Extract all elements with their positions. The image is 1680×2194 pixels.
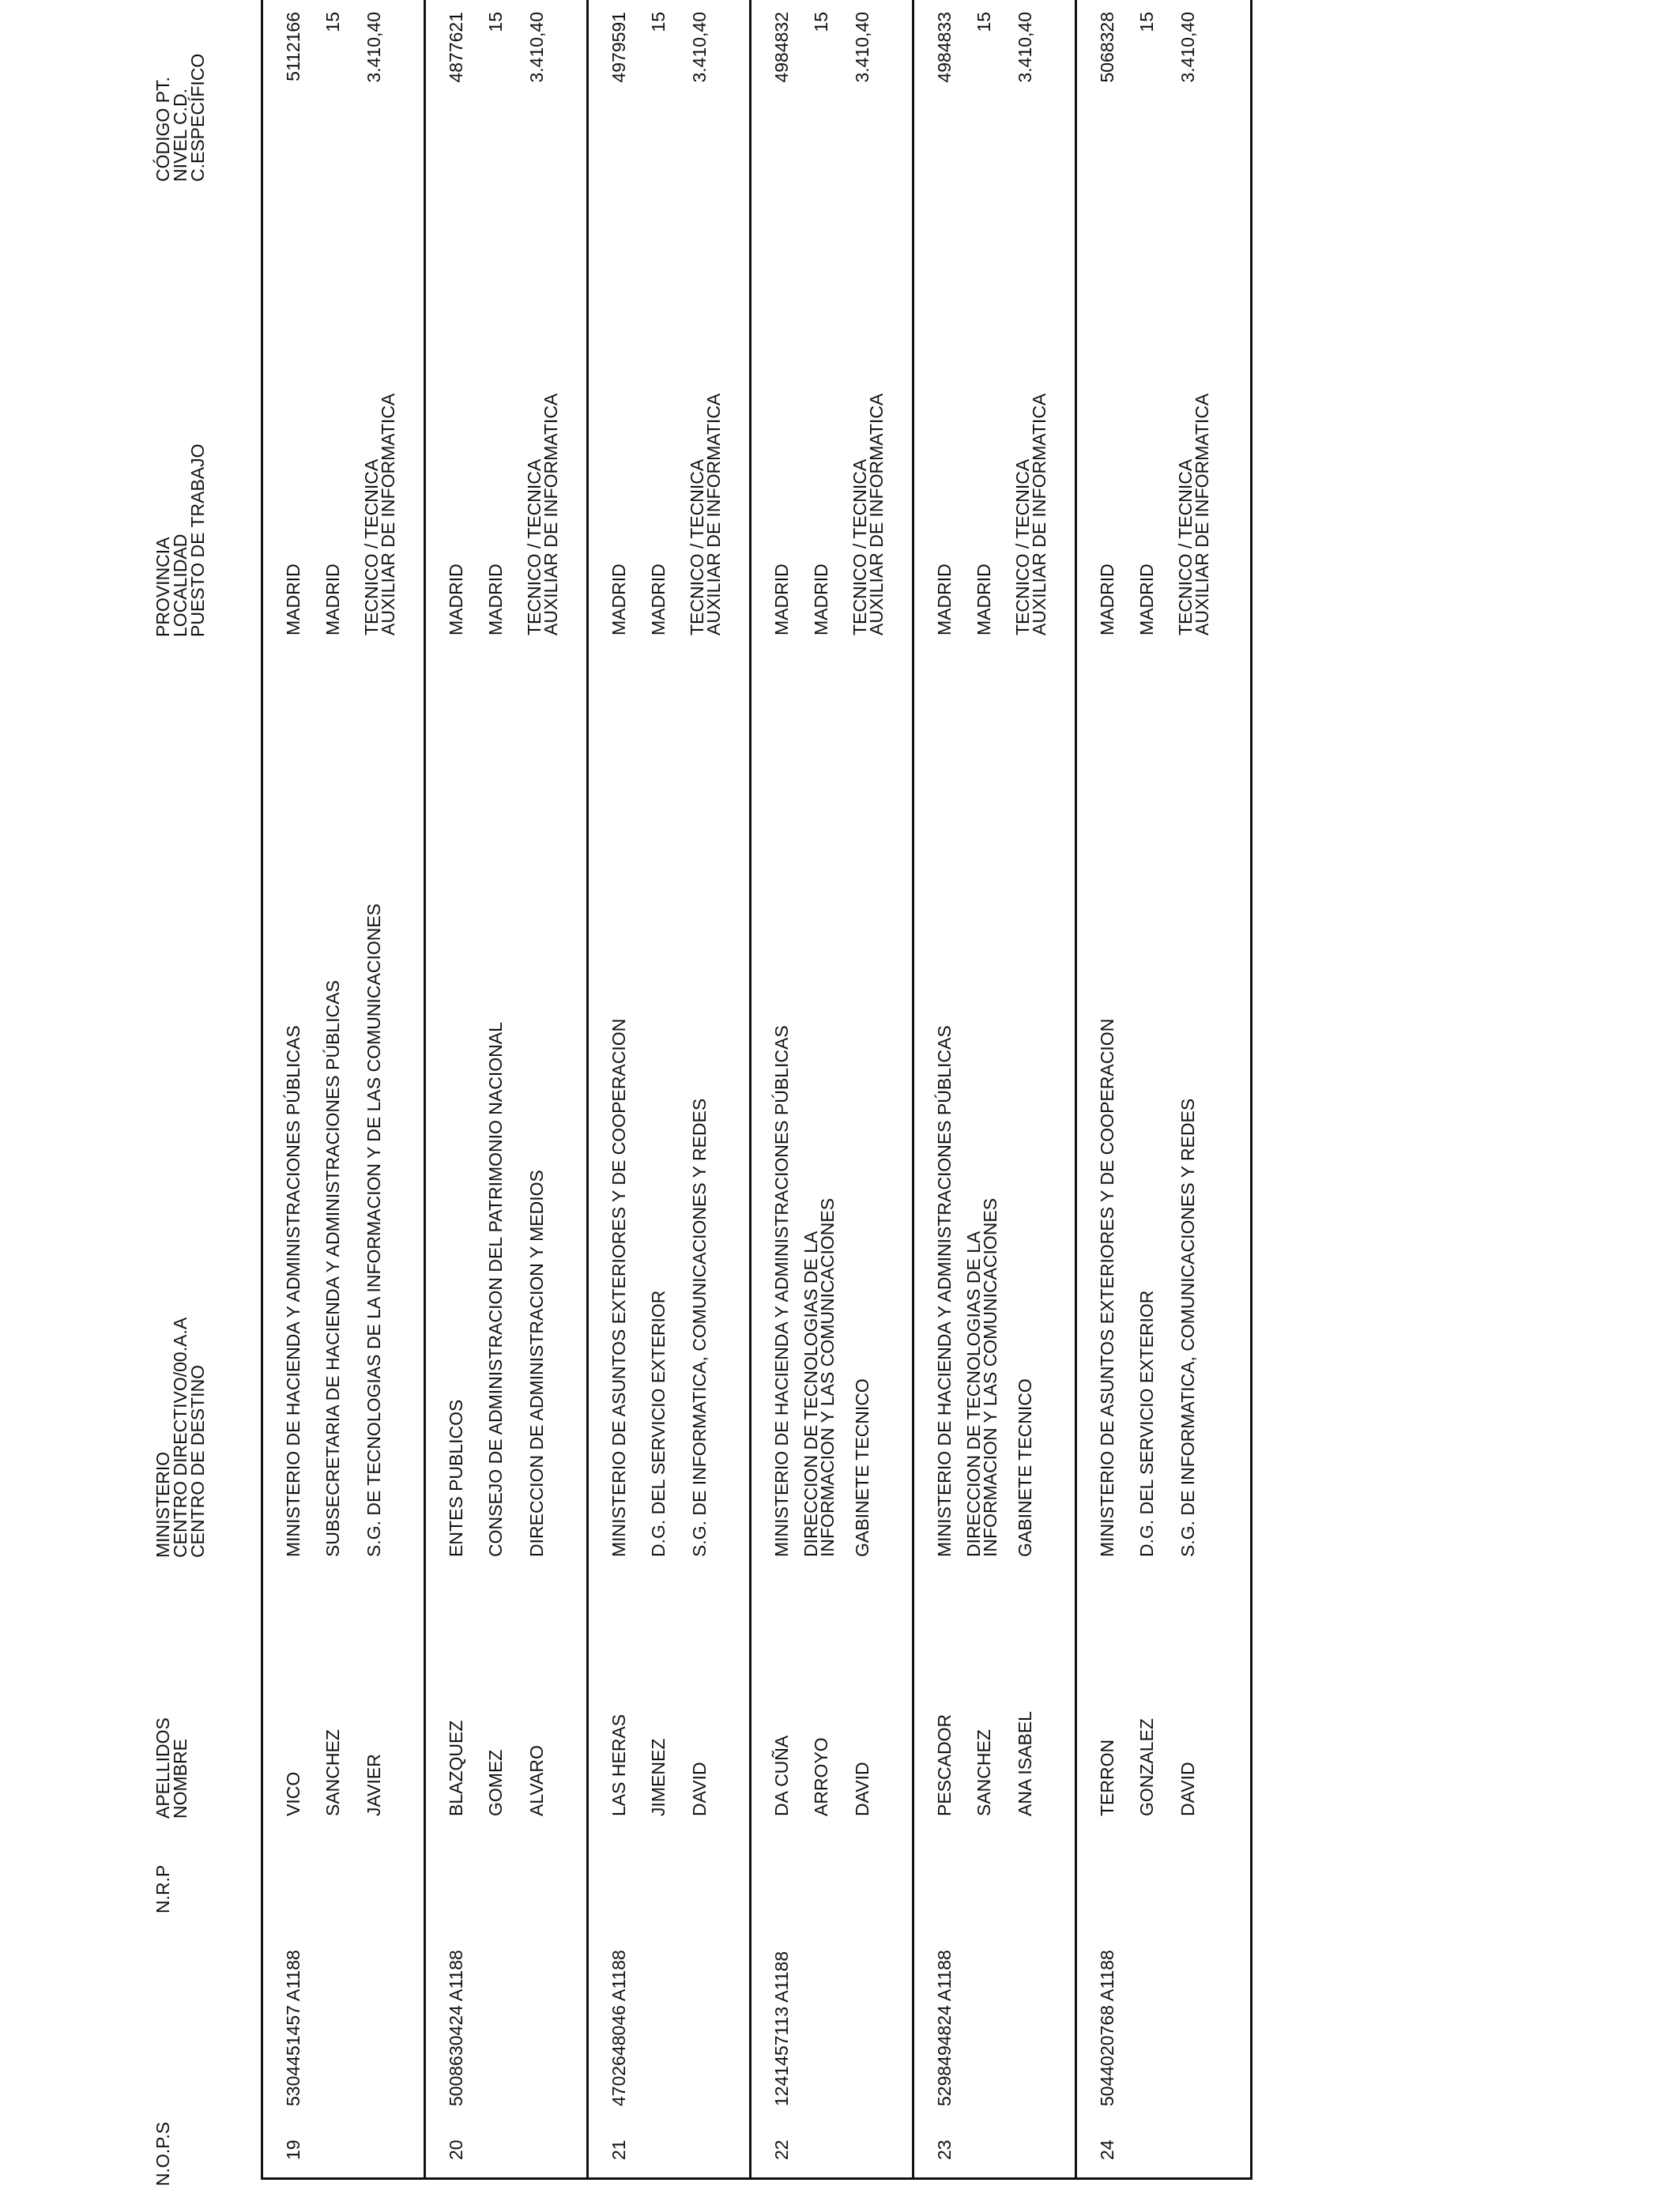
centro-directivo-cell: DIRECCION DE TECNOLOGIAS DE LA INFORMACION Y LAS COMUNICACIONES [800, 1197, 838, 1557]
codigo-cell: 4979591 [608, 12, 629, 83]
codigo-cell: 5112166 [283, 12, 303, 81]
nrp-cell: 5298494824 A1188 [934, 1950, 955, 2106]
provincia-cell: MADRID [608, 564, 629, 635]
nombre-cell: JAVIER [363, 1754, 384, 1816]
provincia-cell: MADRID [1097, 564, 1117, 635]
nombre-cell: ANA ISABEL [1015, 1711, 1035, 1816]
ministerio-cell: MINISTERIO DE ASUNTOS EXTERIORES Y DE COOPERACION [1097, 1018, 1117, 1557]
provincia-cell: MADRID [934, 564, 955, 635]
header-codigo-nivel-especifico: CÓDIGO PT. NIVEL C.D. C.ESPECÍFICO [153, 53, 208, 182]
table-row [751, 0, 912, 2177]
puesto-cell: TECNICO / TECNICA AUXILIAR DE INFORMATICA [849, 393, 887, 635]
localidad-cell: MADRID [1136, 564, 1157, 635]
nombre-cell: DAVID [689, 1762, 710, 1816]
localidad-cell: MADRID [485, 564, 506, 635]
provincia-cell: MADRID [771, 564, 792, 635]
centro-directivo-cell: DIRECCION DE TECNOLOGIAS DE LA INFORMACION Y LAS COMUNICACIONES [963, 1197, 1000, 1557]
ministerio-cell: MINISTERIO DE HACIENDA Y ADMINISTRACIONES PÚBLICAS [934, 1025, 955, 1557]
table-row [589, 0, 749, 2177]
ministerio-cell: MINISTERIO DE HACIENDA Y ADMINISTRACIONES PÚBLICAS [771, 1025, 792, 1557]
nivel-cell: 15 [322, 12, 343, 32]
header-ministerio-centro: MINISTERIO CENTRO DIRECTIVO/00.A.A CENTRO DE DESTINO [153, 1317, 208, 1558]
centro-destino-cell: GABINETE TECNICO [852, 1378, 872, 1557]
apellido2-cell: JIMENEZ [648, 1738, 669, 1816]
nops-cell: 22 [771, 2139, 792, 2160]
apellido2-cell: ARROYO [811, 1737, 831, 1816]
table-row [914, 0, 1075, 2177]
nombre-cell: ALVARO [526, 1745, 547, 1816]
nrp-cell: 1241457113 A1188 [771, 1951, 792, 2106]
ministerio-cell: MINISTERIO DE HACIENDA Y ADMINISTRACIONES PÚBLICAS [283, 1025, 303, 1557]
table-row [1077, 0, 1251, 2177]
nivel-cell: 15 [485, 12, 506, 32]
header-apellidos-nombre: APELLIDOS NOMBRE [153, 1717, 190, 1819]
localidad-cell: MADRID [322, 564, 343, 635]
especifico-cell: 3.410,40 [689, 12, 710, 83]
table-row [263, 0, 424, 2177]
header-provincia-localidad-puesto: PROVINCIA LOCALIDAD PUESTO DE TRABAJO [153, 443, 208, 637]
puesto-cell: TECNICO / TECNICA AUXILIAR DE INFORMATICA [687, 393, 724, 635]
apellido2-cell: SANCHEZ [974, 1729, 994, 1816]
puesto-cell: TECNICO / TECNICA AUXILIAR DE INFORMATICA [361, 393, 398, 635]
puesto-cell: TECNICO / TECNICA AUXILIAR DE INFORMATICA [524, 393, 561, 635]
codigo-cell: 4984832 [771, 12, 792, 83]
centro-destino-cell: S.G. DE INFORMATICA, COMUNICACIONES Y REDES [1177, 1098, 1198, 1557]
nivel-cell: 15 [811, 12, 831, 32]
nrp-cell: 5304451457 A1188 [283, 1950, 303, 2106]
header-nops: N.O.P.S [153, 2121, 173, 2186]
localidad-cell: MADRID [974, 564, 994, 635]
nombre-cell: DAVID [852, 1762, 872, 1816]
centro-destino-cell: S.G. DE TECNOLOGIAS DE LA INFORMACION Y DE LAS COMUNICACIONES [363, 903, 384, 1557]
ministerio-cell: MINISTERIO DE ASUNTOS EXTERIORES Y DE COOPERACION [608, 1018, 629, 1557]
apellido1-cell: LAS HERAS [608, 1713, 629, 1816]
nrp-cell: 4702648046 A1188 [608, 1950, 629, 2106]
nops-cell: 20 [446, 2139, 466, 2160]
centro-directivo-cell: D.G. DEL SERVICIO EXTERIOR [1136, 1290, 1157, 1557]
codigo-cell: 4877621 [446, 12, 466, 83]
apellido1-cell: DA CUÑA [771, 1735, 792, 1816]
centro-destino-cell: GABINETE TECNICO [1015, 1378, 1035, 1557]
apellido1-cell: BLAZQUEZ [446, 1720, 466, 1816]
provincia-cell: MADRID [446, 564, 466, 635]
localidad-cell: MADRID [811, 564, 831, 635]
codigo-cell: 5068328 [1097, 12, 1117, 83]
header-nrp: N.R.P [153, 1864, 173, 1913]
records-table [261, 0, 1252, 2180]
apellido2-cell: GOMEZ [485, 1749, 506, 1816]
centro-directivo-cell: CONSEJO DE ADMINISTRACION DEL PATRIMONIO NACIONAL [485, 1022, 506, 1557]
especifico-cell: 3.410,40 [1177, 12, 1198, 83]
puesto-cell: TECNICO / TECNICA AUXILIAR DE INFORMATICA [1175, 393, 1212, 635]
centro-destino-cell: DIRECCION DE ADMINISTRACION Y MEDIOS [526, 1170, 547, 1557]
centro-directivo-cell: D.G. DEL SERVICIO EXTERIOR [648, 1290, 669, 1557]
apellido1-cell: VICO [283, 1771, 303, 1816]
apellido1-cell: TERRON [1097, 1739, 1117, 1816]
nops-cell: 23 [934, 2139, 955, 2160]
localidad-cell: MADRID [648, 564, 669, 635]
centro-directivo-cell: SUBSECRETARIA DE HACIENDA Y ADMINISTRACIONES PÚBLICAS [322, 980, 343, 1557]
centro-destino-cell: S.G. DE INFORMATICA, COMUNICACIONES Y REDES [689, 1098, 710, 1557]
nivel-cell: 15 [974, 12, 994, 32]
puesto-cell: TECNICO / TECNICA AUXILIAR DE INFORMATICA [1012, 393, 1049, 635]
nrp-cell: 5008630424 A1188 [446, 1950, 466, 2106]
nops-cell: 24 [1097, 2139, 1117, 2160]
nops-cell: 21 [608, 2139, 629, 2160]
nops-cell: 19 [283, 2139, 303, 2160]
codigo-cell: 4984833 [934, 12, 955, 83]
especifico-cell: 3.410,40 [1015, 12, 1035, 83]
nivel-cell: 15 [648, 12, 669, 32]
ministerio-cell: ENTES PUBLICOS [446, 1399, 466, 1557]
apellido2-cell: SANCHEZ [322, 1729, 343, 1816]
especifico-cell: 3.410,40 [852, 12, 872, 83]
nivel-cell: 15 [1136, 12, 1157, 32]
nombre-cell: DAVID [1177, 1762, 1198, 1816]
especifico-cell: 3.410,40 [526, 12, 547, 83]
nrp-cell: 5044020768 A1188 [1097, 1950, 1117, 2106]
especifico-cell: 3.410,40 [363, 12, 384, 83]
table-row [426, 0, 586, 2177]
provincia-cell: MADRID [283, 564, 303, 635]
apellido2-cell: GONZALEZ [1136, 1718, 1157, 1816]
apellido1-cell: PESCADOR [934, 1713, 955, 1816]
